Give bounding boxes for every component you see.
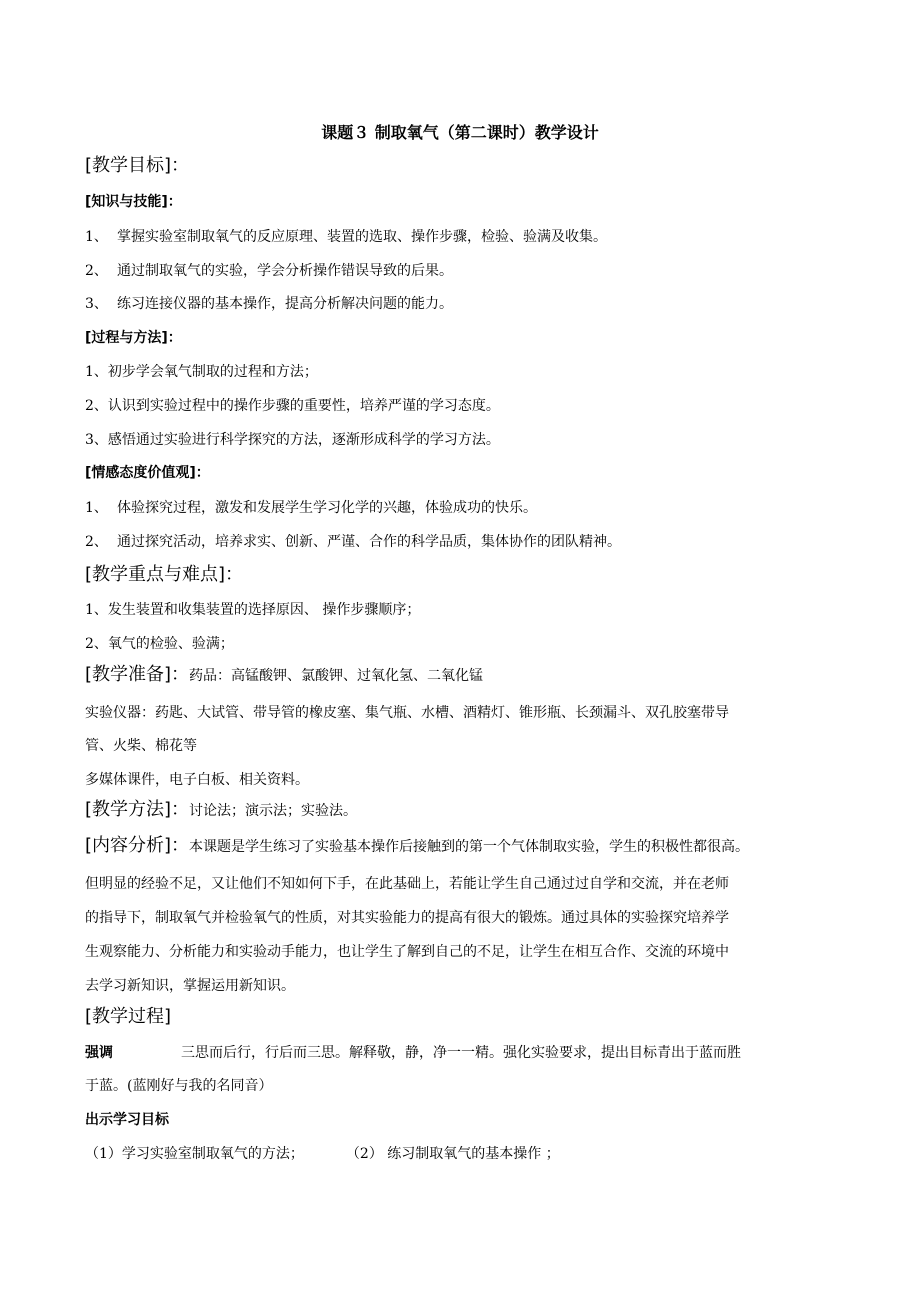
emphasis-continuation: 于蓝。(蓝刚好与我的名同音）	[85, 1078, 273, 1094]
method-line: [教学方法]：讨论法；演示法；实验法。	[85, 799, 358, 820]
prep-equipment-line-2: 管、火柴、棉花等	[85, 738, 197, 754]
process-item-2: 2、认识到实验过程中的操作步骤的重要性，培养严谨的学习态度。	[85, 398, 500, 414]
analysis-line-5: 去学习新知识，掌握运用新知识。	[85, 978, 295, 994]
method-label: [教学方法]：	[85, 799, 190, 820]
analysis-line-4: 生观察能力、分析能力和实验动手能力，也让学生了解到自己的不足，让学生在相互合作、交流的环境中	[85, 944, 729, 960]
process-heading: [过程与方法]：	[85, 330, 182, 346]
knowledge-item-3: 3、 练习连接仪器的基本操作，提高分析解决问题的能力。	[85, 296, 453, 312]
knowledge-item-2: 2、 通过制取氧气的实验，学会分析操作错误导致的后果。	[85, 263, 453, 279]
knowledge-item-1: 1、 掌握实验室制取氧气的反应原理、装置的选取、操作步骤，检验、验满及收集。	[85, 229, 607, 245]
emotion-heading: [情感态度价值观]：	[85, 465, 210, 481]
prep-media-line: 多媒体课件，电子白板、相关资料。	[85, 772, 309, 788]
teaching-process-heading: [教学过程]	[85, 1006, 172, 1027]
analysis-label: [内容分析]：	[85, 835, 190, 856]
emotion-item-1: 1、 体验探究过程，激发和发展学生学习化学的兴趣，体验成功的快乐。	[85, 500, 537, 516]
goal-2: （2） 练习制取氧气的基本操作 ；	[345, 1146, 560, 1162]
knowledge-heading: [知识与技能]：	[85, 194, 182, 210]
goals-line	[85, 1144, 560, 1164]
analysis-line-1: [内容分析]：本课题是学生练习了实验基本操作后接触到的第一个气体制取实验，学生的积极性都很高。	[85, 835, 750, 856]
process-item-1: 1、初步学会氧气制取的过程和方法；	[85, 364, 318, 380]
keypoints-item-1: 1、发生装置和收集装置的选择原因、 操作步骤顺序；	[85, 602, 421, 618]
prep-line: [教学准备]：药品：高锰酸钾、氯酸钾、过氧化氢、二氧化锰	[85, 664, 484, 685]
keypoints-heading: [教学重点与难点]：	[85, 564, 244, 585]
keypoints-item-2: 2、氧气的检验、验满；	[85, 636, 234, 652]
goal-1: （1）学习实验室制取氧气的方法；	[85, 1146, 304, 1162]
prep-label: [教学准备]：	[85, 664, 190, 685]
emotion-item-2: 2、 通过探究活动，培养求实、创新、严谨、合作的科学品质，集体协作的团队精神。	[85, 534, 621, 550]
analysis-line-2: 但明显的经验不足，又让他们不知如何下手，在此基础上，若能让学生自己通过过自学和交流，并在老师	[85, 876, 729, 892]
emphasis-line: 强调 三思而后行，行后而三思。解释敬，静，净一一精。强化实验要求，提出目标青出于蓝而胜	[85, 1045, 741, 1061]
objectives-heading: [教学目标]：	[85, 155, 190, 176]
emphasis-label: 强调	[85, 1045, 113, 1061]
process-item-3: 3、感悟通过实验进行科学探究的方法，逐渐形成科学的学习方法。	[85, 432, 500, 448]
goals-heading: 出示学习目标	[85, 1112, 169, 1128]
document-title: 课题３ 制取氧气（第二课时）教学设计	[321, 123, 599, 142]
prep-equipment-line-1: 实验仪器：药匙、大试管、带导管的橡皮塞、集气瓶、水槽、酒精灯、锥形瓶、长颈漏斗、双孔胶塞带导	[85, 705, 729, 721]
analysis-line-3: 的指导下，制取氧气并检验氧气的性质，对其实验能力的提高有很大的锻炼。通过具体的实验探究培养学	[85, 910, 729, 926]
